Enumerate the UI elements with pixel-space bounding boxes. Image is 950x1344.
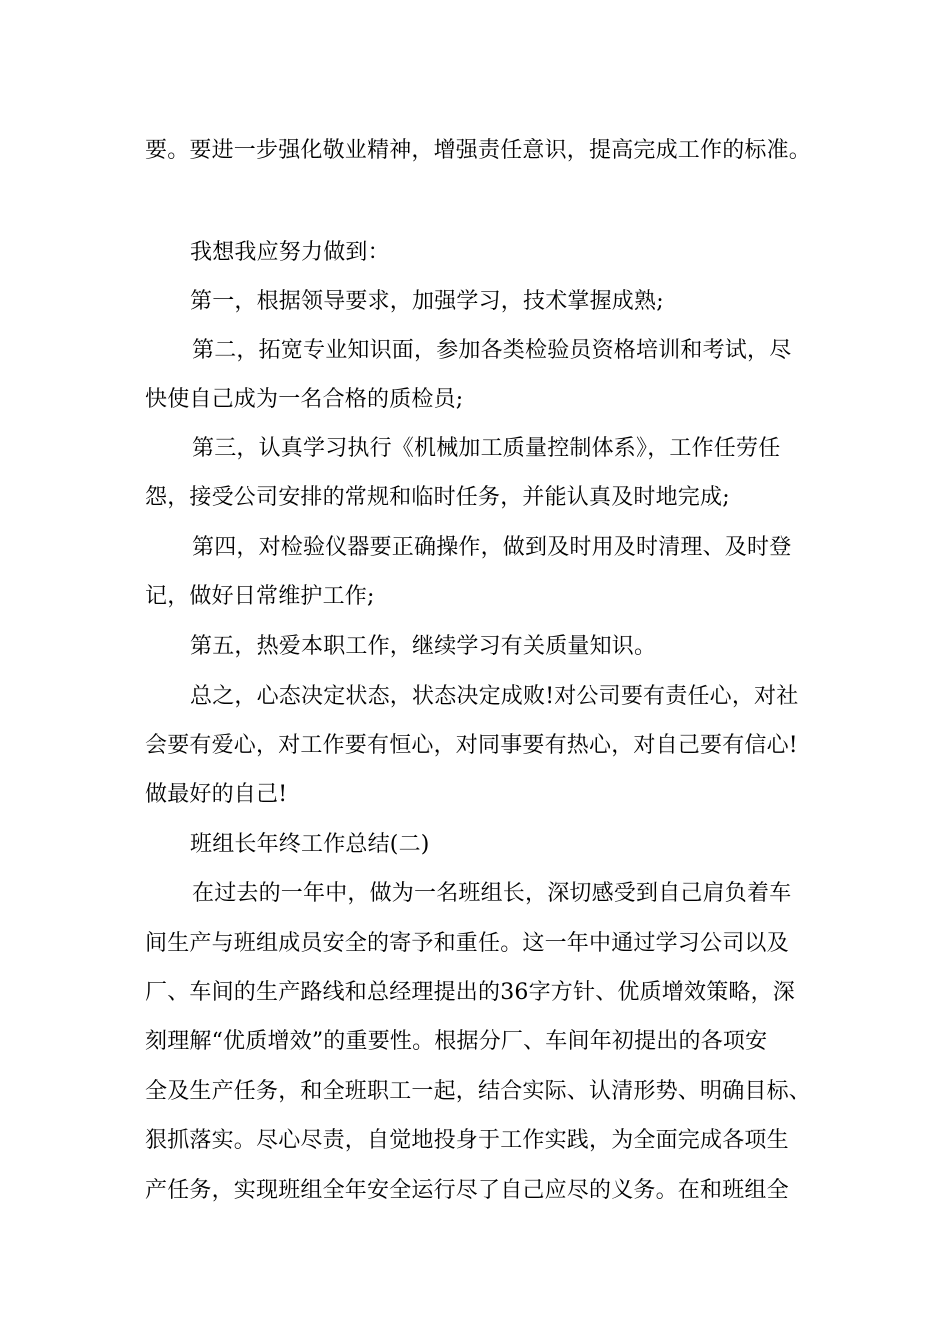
- section-heading: 班组长年终工作总结(二): [190, 832, 430, 857]
- paragraph-line: 要。要进一步强化敬业精神，增强责任意识，提高完成工作的标准。: [145, 138, 812, 163]
- paragraph-line: 第三，认真学习执行《机械加工质量控制体系》，工作任劳任: [192, 436, 781, 461]
- paragraph-line: 全及生产任务，和全班职工一起，结合实际、认清形势、明确目标、: [145, 1079, 812, 1104]
- paragraph-line: 总之，心态决定状态，状态决定成败!对公司要有责任心，对社: [190, 684, 799, 709]
- paragraph-line: 第二，拓宽专业知识面，参加各类检验员资格培训和考试，尽: [192, 338, 792, 363]
- paragraph-line: 怨，接受公司安排的常规和临时任务，并能认真及时地完成;: [145, 485, 730, 510]
- paragraph-line: 第一，根据领导要求，加强学习，技术掌握成熟;: [190, 289, 664, 314]
- paragraph-line: 会要有爱心，对工作要有恒心，对同事要有热心，对自己要有信心!: [145, 733, 798, 758]
- paragraph-line: 做最好的自己!: [145, 782, 288, 807]
- paragraph-line: 间生产与班组成员安全的寄予和重任。这一年中通过学习公司以及: [145, 931, 789, 956]
- paragraph-line: 刻理解“优质增效”的重要性。根据分厂、车间年初提出的各项安: [145, 1029, 768, 1054]
- paragraph-line: 在过去的一年中，做为一名班组长，深切感受到自己肩负着车: [192, 881, 792, 906]
- paragraph-line: 快使自己成为一名合格的质检员;: [145, 387, 464, 412]
- paragraph-line: 我想我应努力做到：: [190, 240, 390, 265]
- paragraph-line: 记，做好日常维护工作;: [145, 584, 375, 609]
- paragraph-line: 狠抓落实。尽心尽责，自觉地投身于工作实践，为全面完成各项生: [145, 1128, 789, 1153]
- paragraph-line: 第四，对检验仪器要正确操作，做到及时用及时清理、及时登: [192, 535, 792, 560]
- paragraph-line: 厂、车间的生产路线和总经理提出的36字方针、优质增效策略，深: [145, 980, 795, 1005]
- paragraph-line: 产任务，实现班组全年安全运行尽了自己应尽的义务。在和班组全: [145, 1178, 789, 1203]
- paragraph-line: 第五，热爱本职工作，继续学习有关质量知识。: [190, 634, 657, 659]
